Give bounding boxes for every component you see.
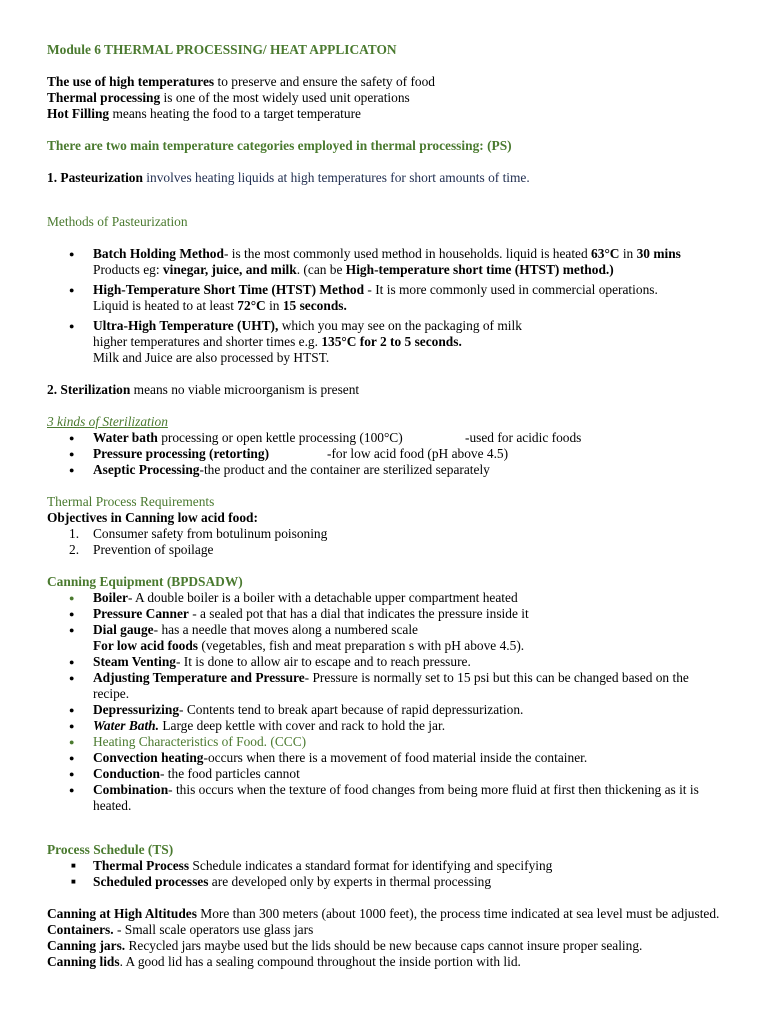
list-item: ● Combination- this occurs when the texture of food changes from being more fluid at first then thickening as it is heated. bbox=[47, 782, 727, 814]
list-item: ● Dial gauge- has a needle that moves along a numbered scale For low acid foods (vegetables, fish and meat preparation s with pH above 4.5). bbox=[47, 622, 727, 654]
list-item: 1. Consumer safety from botulinum poisoning bbox=[69, 526, 328, 541]
equipment-list bbox=[47, 590, 727, 814]
intro-line: The use of high temperatures to preserve and ensure the safety of food bbox=[47, 74, 436, 89]
list-item: 2. Prevention of spoilage bbox=[69, 542, 214, 557]
heating-heading: ● Heating Characteristics of Food. (CCC) bbox=[47, 734, 727, 750]
list-item: ● Batch Holding Method- is the most commonly used method in households. liquid is heated 63°C in 30 mins Products eg: vinegar, juice, and milk. (can be High-temperature short time (HTST) method.) bbox=[47, 246, 727, 278]
intro-block bbox=[47, 74, 727, 122]
list-item: ● Steam Venting- It is done to allow air to escape and to reach pressure. bbox=[47, 654, 727, 670]
methods-heading: Methods of Pasteurization bbox=[47, 214, 188, 229]
document-page bbox=[47, 42, 727, 970]
sterilization-line: 2. Sterilization means no viable microorganism is present bbox=[47, 382, 360, 397]
sterilization-kinds-heading: 3 kinds of Sterilization bbox=[47, 414, 168, 429]
list-item: ● Boiler- A double boiler is a boiler with a detachable upper compartment heated bbox=[47, 590, 727, 606]
objectives-heading: Objectives in Canning low acid food: bbox=[47, 510, 258, 525]
schedule-list bbox=[47, 858, 727, 890]
list-item: ● Depressurizing- Contents tend to break apart because of rapid depressurization. bbox=[47, 702, 727, 718]
intro-line: Hot Filling means heating the food to a target temperature bbox=[47, 106, 361, 121]
closing-line: Canning lids. A good lid has a sealing compound throughout the inside portion with lid. bbox=[47, 954, 521, 969]
equipment-heading: Canning Equipment (BPDSADW) bbox=[47, 574, 243, 589]
list-item: ● Ultra-High Temperature (UHT), which you may see on the packaging of milk higher temperatures and shorter times e.g. 135°C for 2 to 5 seconds. Milk and Juice are also processed by HTST. bbox=[47, 318, 727, 366]
closing-line: Canning jars. Recycled jars maybe used but the lids should be new because caps cannot insure proper sealing. bbox=[47, 938, 643, 953]
closing-block bbox=[47, 906, 727, 970]
closing-line: Canning at High Altitudes More than 300 meters (about 1000 feet), the process time indicated at sea level must be adjusted. bbox=[47, 906, 720, 921]
methods-list bbox=[47, 246, 727, 366]
intro-line: Thermal processing is one of the most widely used unit operations bbox=[47, 90, 410, 105]
closing-line: Containers. - Small scale operators use glass jars bbox=[47, 922, 314, 937]
list-item: ● Water bath processing or open kettle processing (100°C) -used for acidic foods bbox=[47, 430, 727, 446]
list-item: ● Convection heating-occurs when there is a movement of food material inside the container. bbox=[47, 750, 727, 766]
list-item: ● Conduction- the food particles cannot bbox=[47, 766, 727, 782]
list-item: ● Pressure Canner - a sealed pot that has a dial that indicates the pressure inside it bbox=[47, 606, 727, 622]
document-title: Module 6 THERMAL PROCESSING/ HEAT APPLICATON bbox=[47, 42, 397, 57]
schedule-heading: Process Schedule (TS) bbox=[47, 842, 174, 857]
list-item: ● Aseptic Processing-the product and the container are sterilized separately bbox=[47, 462, 727, 478]
list-item: ● Water Bath. Large deep kettle with cover and rack to hold the jar. bbox=[47, 718, 727, 734]
list-item: ● Pressure processing (retorting) -for low acid food (pH above 4.5) bbox=[47, 446, 727, 462]
list-item: ■ Thermal Process Schedule indicates a standard format for identifying and specifying bbox=[47, 858, 727, 874]
objectives-list bbox=[47, 526, 727, 558]
list-item: ■ Scheduled processes are developed only by experts in thermal processing bbox=[47, 874, 727, 890]
list-item: ● High-Temperature Short Time (HTST) Method - It is more commonly used in commercial operations. Liquid is heated to at least 72°C in 15 seconds. bbox=[47, 282, 727, 314]
pasteurization-line: 1. Pasteurization involves heating liquids at high temperatures for short amounts of time. bbox=[47, 170, 530, 185]
requirements-heading: Thermal Process Requirements bbox=[47, 494, 215, 509]
sterilization-kinds-list bbox=[47, 430, 727, 478]
list-item: ● Adjusting Temperature and Pressure- Pressure is normally set to 15 psi but this can be changed based on the recipe. bbox=[47, 670, 727, 702]
categories-heading: There are two main temperature categories employed in thermal processing: (PS) bbox=[47, 138, 512, 153]
